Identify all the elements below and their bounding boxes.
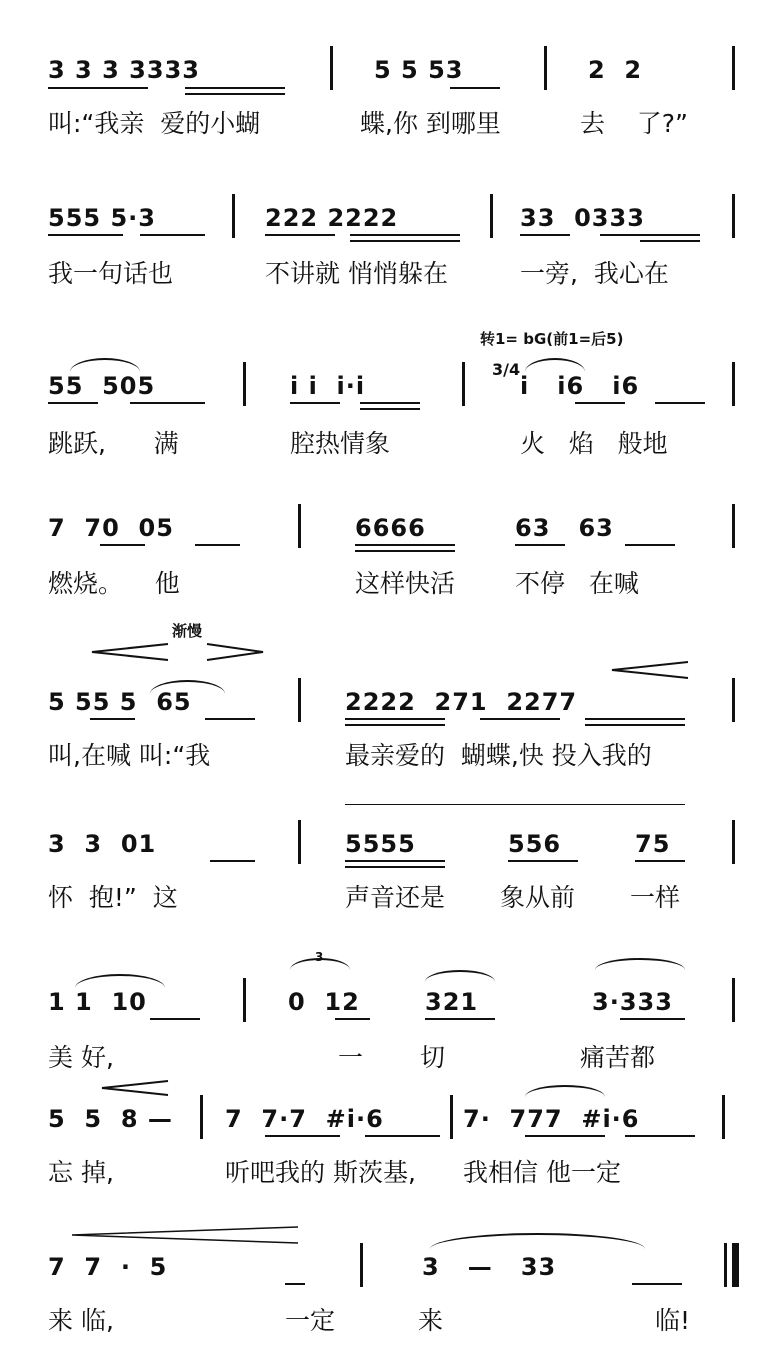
- final-barline-thin: [724, 1243, 727, 1287]
- barline: [243, 362, 246, 406]
- notes-6a: 3 3 01: [48, 830, 157, 858]
- lyric-4b: 这样快活: [355, 569, 456, 598]
- lyric-7b: 一: [338, 1043, 364, 1072]
- beam: [625, 544, 675, 546]
- barline: [732, 678, 735, 722]
- beam: [640, 240, 700, 242]
- beam: [585, 724, 685, 726]
- notes-8b: 7 7·7 #i·6: [225, 1105, 384, 1133]
- beam: [195, 544, 240, 546]
- tuplet-bracket: [595, 958, 685, 970]
- beam: [285, 1283, 305, 1285]
- beam: [185, 87, 285, 89]
- barline: [732, 820, 735, 864]
- notes-9a: 7 7 · 5: [48, 1253, 168, 1281]
- decrescendo-hairpin: [205, 642, 265, 662]
- beam: [360, 402, 420, 404]
- slur: [525, 358, 585, 372]
- notes-5a: 5 55 5 65: [48, 688, 192, 716]
- beam: [290, 402, 340, 404]
- lyric-1b: 蝶,你 到哪里: [360, 109, 501, 138]
- time-signature: 3/4: [492, 360, 521, 379]
- beam: [632, 1283, 682, 1285]
- barline: [232, 194, 235, 238]
- notes-7d: 3·333: [592, 988, 673, 1016]
- beam: [450, 87, 500, 89]
- barline: [200, 1095, 203, 1139]
- beam: [635, 860, 685, 862]
- beam: [345, 866, 445, 868]
- lyric-7a: 美 好,: [48, 1043, 114, 1072]
- lyric-5a: 叫,在喊 叫:“我: [48, 741, 211, 770]
- beam: [90, 718, 135, 720]
- lyric-1c: 去 了?”: [580, 109, 689, 138]
- tuplet-bracket: [525, 1085, 605, 1097]
- lyric-8a: 忘 掉,: [48, 1158, 114, 1187]
- lyric-4c: 不停 在喊: [515, 569, 639, 598]
- beam: [345, 718, 445, 720]
- lyric-3c: 火 焰 般地: [520, 429, 668, 458]
- notes-4c: 63 63: [515, 514, 614, 542]
- notes-6d: 75: [635, 830, 671, 858]
- key-change: 转1= bG(前1=后5): [480, 330, 624, 348]
- lyric-3a: 跳跃, 满: [48, 429, 179, 458]
- final-barline-thick: [732, 1243, 739, 1287]
- beam: [48, 402, 98, 404]
- notes-1a: 3 3 3 3333: [48, 56, 200, 84]
- beam: [355, 544, 455, 546]
- notes-8c: 7· 777 #i·6: [463, 1105, 640, 1133]
- beam: [515, 544, 565, 546]
- notes-3b: i i i·i: [290, 372, 366, 400]
- barline: [243, 978, 246, 1022]
- notes-3a: 55 505: [48, 372, 156, 400]
- tie: [430, 1233, 645, 1249]
- notes-8a: 5 5 8 —: [48, 1105, 173, 1133]
- beam: [205, 718, 255, 720]
- beam: [345, 724, 445, 726]
- slur: [75, 974, 165, 988]
- notes-7b: 0 12: [288, 988, 360, 1016]
- beam: [520, 234, 570, 236]
- lyric-9d: 临!: [655, 1306, 691, 1335]
- barline: [490, 194, 493, 238]
- beam: [48, 234, 123, 236]
- beam: [600, 234, 700, 236]
- beam: [150, 1018, 200, 1020]
- beam: [335, 1018, 370, 1020]
- beam: [625, 1135, 695, 1137]
- notes-4b: 6666: [355, 514, 426, 542]
- beam: [48, 87, 148, 89]
- lyric-8c: 我相信 他一定: [463, 1158, 621, 1187]
- barline: [298, 678, 301, 722]
- barline: [330, 46, 333, 90]
- beam: [355, 550, 455, 552]
- lyric-2b: 不讲就 悄悄躲在: [265, 259, 448, 288]
- lyric-7d: 痛苦都: [580, 1043, 656, 1072]
- barline: [732, 978, 735, 1022]
- lyric-6c: 象从前: [500, 883, 576, 912]
- beam: [265, 1135, 340, 1137]
- lyric-1a: 叫:“我亲 爱的小蝴: [48, 109, 261, 138]
- beam: [525, 1135, 605, 1137]
- beam: [210, 860, 255, 862]
- lyric-8b: 听吧我的 斯茨基,: [225, 1158, 416, 1187]
- notes-2b: 222 2222: [265, 204, 399, 232]
- beam: [350, 240, 460, 242]
- slur: [70, 358, 140, 372]
- lyric-2c: 一旁, 我心在: [520, 259, 669, 288]
- crescendo-line: [345, 804, 685, 805]
- beam: [360, 408, 420, 410]
- crescendo-hairpin: [100, 1079, 170, 1097]
- notes-4a: 7 70 05: [48, 514, 174, 542]
- beam: [585, 718, 685, 720]
- tuplet-number: 3: [315, 950, 324, 964]
- lyric-9b: 一定: [285, 1306, 336, 1335]
- beam: [575, 402, 625, 404]
- beam: [350, 234, 460, 236]
- notes-5b: 2222 271 2277: [345, 688, 578, 716]
- notes-7c: 321: [425, 988, 479, 1016]
- barline: [544, 46, 547, 90]
- notes-6c: 556: [508, 830, 562, 858]
- crescendo-hairpin: [610, 660, 690, 680]
- barline: [732, 362, 735, 406]
- notes-3c: i i6 i6: [520, 372, 640, 400]
- lyric-7c: 切: [420, 1043, 446, 1072]
- notes-2c: 33 0333: [520, 204, 645, 232]
- notes-1b: 5 5 53: [374, 56, 464, 84]
- beam: [425, 1018, 495, 1020]
- barline: [722, 1095, 725, 1139]
- notes-2a: 555 5·3: [48, 204, 156, 232]
- barline: [732, 46, 735, 90]
- lyric-4a: 燃烧。 他: [48, 569, 180, 598]
- beam: [345, 860, 445, 862]
- decrescendo-hairpin: [70, 1225, 300, 1245]
- barline: [732, 194, 735, 238]
- lyric-2a: 我一句话也: [48, 259, 174, 288]
- notes-6b: 5555: [345, 830, 416, 858]
- beam: [480, 718, 560, 720]
- tuplet-bracket: [425, 970, 495, 982]
- notes-9b: 3 — 33: [422, 1253, 557, 1281]
- beam: [265, 234, 335, 236]
- beam: [130, 402, 205, 404]
- lyric-6b: 声音还是: [345, 883, 446, 912]
- barline: [298, 820, 301, 864]
- tempo-mark: 渐慢: [172, 622, 203, 640]
- beam: [508, 860, 578, 862]
- lyric-6a: 怀 抱!” 这: [48, 883, 178, 912]
- crescendo-hairpin: [90, 642, 170, 662]
- beam: [655, 402, 705, 404]
- notes-7a: 1 1 10: [48, 988, 147, 1016]
- beam: [185, 93, 285, 95]
- lyric-9c: 来: [418, 1306, 444, 1335]
- lyric-9a: 来 临,: [48, 1306, 114, 1335]
- beam: [365, 1135, 440, 1137]
- lyric-6d: 一样: [630, 883, 681, 912]
- beam: [620, 1018, 685, 1020]
- barline: [450, 1095, 453, 1139]
- lyric-3b: 腔热情象: [290, 429, 391, 458]
- barline: [732, 504, 735, 548]
- barline: [298, 504, 301, 548]
- beam: [140, 234, 205, 236]
- barline: [462, 362, 465, 406]
- beam: [100, 544, 145, 546]
- notes-1c: 2 2: [588, 56, 643, 84]
- barline: [360, 1243, 363, 1287]
- lyric-5b: 最亲爱的 蝴蝶,快 投入我的: [345, 741, 652, 770]
